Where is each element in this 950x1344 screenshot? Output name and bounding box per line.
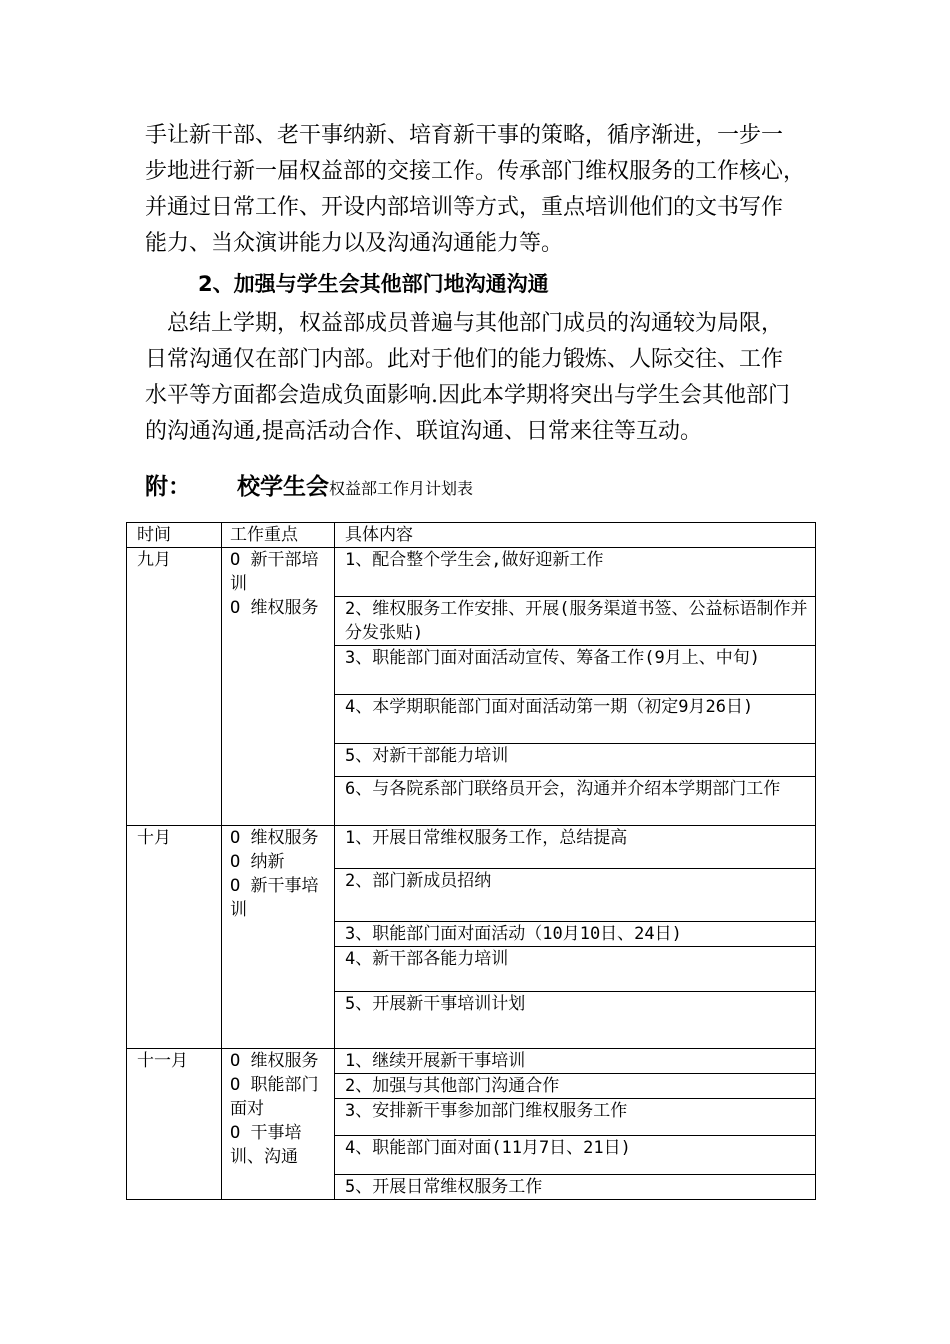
header-content: 具体内容 [335,523,816,548]
header-key-points: 工作重点 [222,523,335,548]
body-paragraph-2 [145,306,825,450]
key-point: O 维权服务 [230,598,319,618]
body-paragraph-1 [145,118,825,262]
content-cell: 5、对新干部能力培训 [335,744,816,777]
month-cell: 九月 [127,548,222,826]
content-cell: 2、部门新成员招纳 [335,869,816,922]
text-line: 能力、当众演讲能力以及沟通沟通能力等。 [145,231,564,256]
text-line: 手让新干部、老干事纳新、培育新干事的策略，循序渐进，一步一 [145,123,784,148]
content-cell: 3、安排新干事参加部门维权服务工作 [335,1099,816,1136]
content-cell: 4、新干部各能力培训 [335,947,816,992]
table-header-row [127,523,816,548]
appendix-table-title: 权益部工作月计划表 [329,479,474,498]
text-line: 水平等方面都会造成负面影响.因此本学期将突出与学生会其他部门 [145,383,790,408]
key-points-cell [222,548,335,826]
appendix-prefix: 附： [145,474,191,500]
table-row [127,1049,816,1074]
text-line: 总结上学期，权益部成员普遍与其他部门成员的沟通较为局限， [145,311,784,336]
content-cell: 5、开展新干事培训计划 [335,992,816,1049]
key-point: O 干事培训、沟通 [230,1123,302,1167]
content-cell: 1、开展日常维权服务工作，总结提高 [335,826,816,869]
key-point: O 新干部培训 [230,550,319,594]
key-point: O 职能部门面对 [230,1075,319,1119]
key-point: O 新干事培训 [230,876,319,920]
content-cell: 1、配合整个学生会,做好迎新工作 [335,548,816,597]
content-cell: 3、职能部门面对面活动（10月10日、24日) [335,922,816,947]
content-cell: 1、继续开展新干事培训 [335,1049,816,1074]
key-points-cell [222,826,335,1049]
month-cell: 十月 [127,826,222,1049]
key-point: O 维权服务 [230,1051,319,1071]
month-cell: 十一月 [127,1049,222,1200]
content-cell: 4、职能部门面对面(11月7日、21日) [335,1136,816,1175]
key-point: O 维权服务 [230,828,319,848]
text-line: 并通过日常工作、开设内部培训等方式，重点培训他们的文书写作 [145,195,784,220]
header-time: 时间 [127,523,222,548]
text-line: 步地进行新一届权益部的交接工作。传承部门维权服务的工作核心， [145,159,806,184]
content-cell: 5、开展日常维权服务工作 [335,1175,816,1200]
appendix-title [145,468,473,501]
text-line: 的沟通沟通,提高活动合作、联谊沟通、日常来往等互动。 [145,419,702,444]
appendix-school: 校学生会 [237,474,329,500]
content-cell: 6、与各院系部门联络员开会，沟通并介绍本学期部门工作 [335,777,816,826]
content-cell: 4、本学期职能部门面对面活动第一期（初定9月26日) [335,695,816,744]
content-cell: 3、职能部门面对面活动宣传、筹备工作(9月上、中旬) [335,646,816,695]
table-row [127,548,816,597]
text-line: 日常沟通仅在部门内部。此对于他们的能力锻炼、人际交往、工作 [145,347,784,372]
content-cell: 2、维权服务工作安排、开展(服务渠道书签、公益标语制作并分发张贴) [335,597,816,646]
key-point: O 纳新 [230,852,285,872]
content-cell: 2、加强与其他部门沟通合作 [335,1074,816,1099]
key-points-cell [222,1049,335,1200]
table-row [127,826,816,869]
monthly-plan-table [126,522,816,1200]
section-heading: 2、加强与学生会其他部门地沟通沟通 [198,272,549,296]
